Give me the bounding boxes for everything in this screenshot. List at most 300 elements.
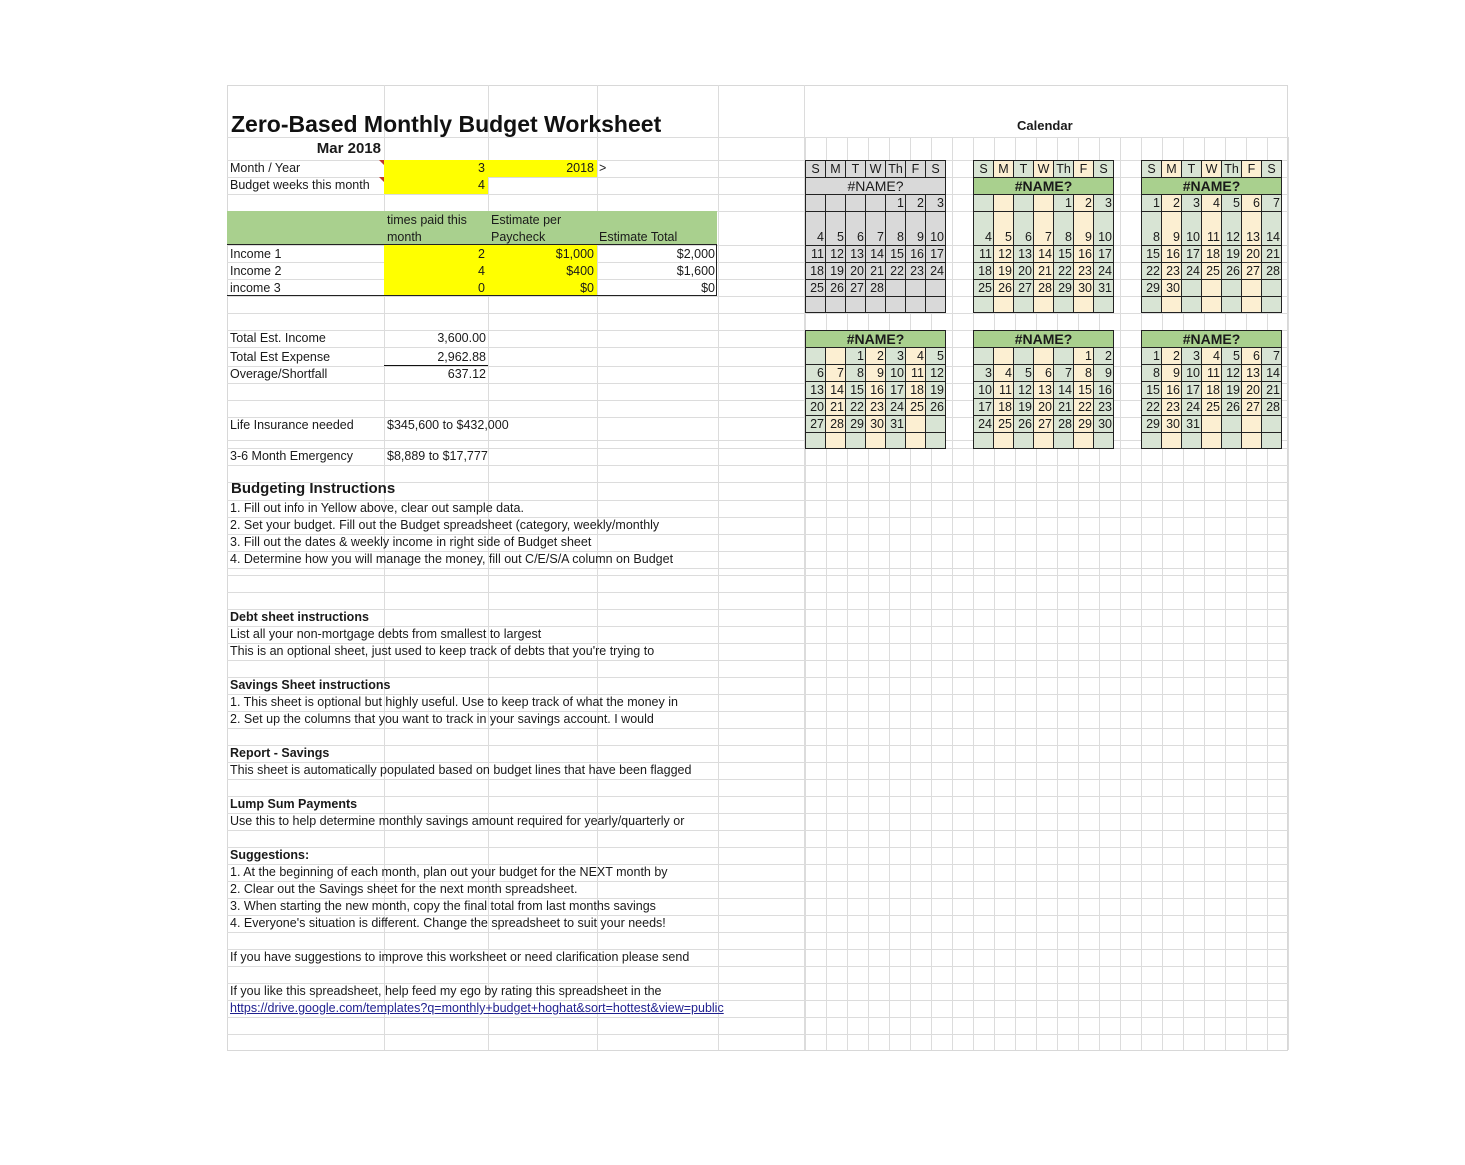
calendar-day[interactable]: [1222, 297, 1242, 313]
instruction-item: 2. Set up the columns that you want to track in your savings account. I would: [230, 712, 654, 726]
calendar-day[interactable]: 23: [906, 263, 926, 280]
templates-link[interactable]: https://drive.google.com/templates?q=monthly+budget+hoghat&sort=hottest&view=public: [230, 1001, 724, 1015]
calendar-day[interactable]: 26: [826, 280, 846, 297]
calendar-day[interactable]: 26: [994, 280, 1014, 297]
calendar-day[interactable]: 10: [974, 382, 994, 399]
calendar-day[interactable]: [1054, 433, 1074, 449]
income-row-label: Income 1: [230, 247, 282, 261]
calendar-day[interactable]: 9: [1162, 365, 1182, 382]
calendar-day[interactable]: 4: [806, 212, 826, 246]
calendar-day[interactable]: [1262, 416, 1282, 433]
calendar-day[interactable]: 23: [866, 399, 886, 416]
calendar-day[interactable]: [886, 433, 906, 449]
calendar-day[interactable]: [1054, 297, 1074, 313]
calendar-day[interactable]: 22: [846, 399, 866, 416]
calendar-day[interactable]: 12: [826, 246, 846, 263]
budget-weeks-label: Budget weeks this month: [230, 178, 370, 192]
calendar-day[interactable]: [1202, 280, 1222, 297]
calendar-day[interactable]: 25: [974, 280, 994, 297]
calendar-day[interactable]: [994, 195, 1014, 212]
suggestion-item: 3. When starting the new month, copy the final total from last months savings: [230, 899, 656, 913]
calendar-day[interactable]: [846, 297, 866, 313]
calendar-day[interactable]: [1014, 433, 1034, 449]
calendar-day[interactable]: [866, 195, 886, 212]
calendar-day[interactable]: 21: [1054, 399, 1074, 416]
calendar-day[interactable]: [906, 416, 926, 433]
calendar-day[interactable]: 29: [1142, 416, 1162, 433]
calendar-day[interactable]: 24: [926, 263, 946, 280]
calendar-day[interactable]: 5: [926, 348, 946, 365]
month-name-error[interactable]: #NAME?: [1142, 331, 1282, 348]
calendar-day[interactable]: [866, 433, 886, 449]
calendar-day[interactable]: 27: [1242, 399, 1262, 416]
calendar-day[interactable]: [906, 297, 926, 313]
calendar-day[interactable]: [1142, 433, 1162, 449]
calendar-day[interactable]: 18: [806, 263, 826, 280]
calendar-day[interactable]: [906, 280, 926, 297]
calendar-day[interactable]: 27: [1014, 280, 1034, 297]
calendar-day[interactable]: 16: [906, 246, 926, 263]
calendar-day[interactable]: 13: [1242, 212, 1262, 246]
calendar-day[interactable]: 20: [1034, 399, 1054, 416]
calendar-day[interactable]: 4: [1202, 348, 1222, 365]
calendar-day[interactable]: 22: [1074, 399, 1094, 416]
calendar-day[interactable]: 19: [926, 382, 946, 399]
calendar-day[interactable]: 28: [866, 280, 886, 297]
calendar-day[interactable]: [866, 297, 886, 313]
col-header-total: Estimate Total: [599, 230, 678, 244]
calendar-day[interactable]: 3: [1094, 195, 1114, 212]
calendar-day[interactable]: [806, 348, 826, 365]
calendar-day[interactable]: 9: [1162, 212, 1182, 246]
calendar-day[interactable]: 6: [846, 212, 866, 246]
calendar-day[interactable]: [994, 297, 1014, 313]
calendar-day[interactable]: 18: [974, 263, 994, 280]
calendar-day[interactable]: [1222, 416, 1242, 433]
calendar-day[interactable]: 7: [866, 212, 886, 246]
calendar-day[interactable]: 22: [1054, 263, 1074, 280]
calendar-day[interactable]: 20: [1242, 246, 1262, 263]
calendar-day[interactable]: 4: [1202, 195, 1222, 212]
calendar-day[interactable]: [806, 433, 826, 449]
calendar-day[interactable]: 4: [906, 348, 926, 365]
calendar-day[interactable]: 24: [1182, 263, 1202, 280]
budget-weeks-input[interactable]: 4: [478, 178, 485, 192]
calendar-day[interactable]: 31: [1182, 416, 1202, 433]
calendar-day[interactable]: 15: [1054, 246, 1074, 263]
calendar-day[interactable]: 14: [1034, 246, 1054, 263]
calendar-day[interactable]: 9: [906, 212, 926, 246]
calendar-day[interactable]: 27: [846, 280, 866, 297]
calendar-day[interactable]: 18: [906, 382, 926, 399]
calendar-day[interactable]: 2: [1162, 348, 1182, 365]
calendar-day[interactable]: 31: [886, 416, 906, 433]
calendar-day[interactable]: 29: [846, 416, 866, 433]
calendar-day[interactable]: 26: [1222, 399, 1242, 416]
calendar-day[interactable]: [826, 348, 846, 365]
calendar-day[interactable]: [806, 297, 826, 313]
calendar-day[interactable]: 23: [1162, 263, 1182, 280]
calendar-day[interactable]: 21: [1262, 382, 1282, 399]
instruction-item: 4. Determine how you will manage the money, fill out C/E/S/A column on Budget: [230, 552, 674, 566]
times-paid-input[interactable]: 2: [478, 247, 485, 261]
calendar-day[interactable]: 26: [1014, 416, 1034, 433]
per-paycheck-input[interactable]: $1,000: [555, 247, 594, 261]
calendar-day[interactable]: [1242, 433, 1262, 449]
month-calendar: [973, 160, 1114, 313]
calendar-day[interactable]: 25: [906, 399, 926, 416]
calendar-day[interactable]: 30: [1162, 280, 1182, 297]
calendar-day[interactable]: 31: [1094, 280, 1114, 297]
calendar-day[interactable]: 25: [1202, 399, 1222, 416]
calendar-day[interactable]: 24: [1094, 263, 1114, 280]
calendar-day[interactable]: 17: [1182, 382, 1202, 399]
calendar-day[interactable]: 1: [846, 348, 866, 365]
calendar-day[interactable]: 3: [1182, 348, 1202, 365]
calendar-day[interactable]: [826, 297, 846, 313]
month-name-error[interactable]: #NAME?: [1142, 178, 1282, 195]
next-arrow[interactable]: >: [599, 161, 607, 175]
calendar-day[interactable]: [1162, 433, 1182, 449]
calendar-day[interactable]: 12: [1222, 365, 1242, 382]
calendar-day[interactable]: 11: [974, 246, 994, 263]
calendar-day[interactable]: 11: [806, 246, 826, 263]
calendar-day[interactable]: [1162, 297, 1182, 313]
calendar-day[interactable]: 8: [1054, 212, 1074, 246]
month-name-error[interactable]: #NAME?: [974, 331, 1114, 348]
calendar-day[interactable]: 14: [866, 246, 886, 263]
calendar-day[interactable]: 28: [1054, 416, 1074, 433]
calendar-day[interactable]: 27: [1242, 263, 1262, 280]
life-insurance-value: $345,600 to $432,000: [387, 418, 509, 432]
calendar-day[interactable]: 25: [806, 280, 826, 297]
calendar-day[interactable]: [974, 348, 994, 365]
calendar-day[interactable]: [1034, 195, 1054, 212]
calendar-day[interactable]: [1034, 348, 1054, 365]
calendar-day[interactable]: 25: [994, 416, 1014, 433]
calendar-day[interactable]: 23: [1074, 263, 1094, 280]
calendar-day[interactable]: 16: [1162, 382, 1182, 399]
calendar-day[interactable]: 6: [1014, 212, 1034, 246]
month-name-error[interactable]: #NAME?: [806, 331, 946, 348]
calendar-day[interactable]: 13: [806, 382, 826, 399]
calendar-day[interactable]: [1182, 297, 1202, 313]
emergency-value: $8,889 to $17,777: [387, 449, 488, 463]
calendar-day[interactable]: 5: [1222, 195, 1242, 212]
calendar-day[interactable]: 10: [1182, 212, 1202, 246]
calendar-day[interactable]: 27: [806, 416, 826, 433]
calendar-day[interactable]: 16: [1162, 246, 1182, 263]
calendar-day[interactable]: [1242, 297, 1262, 313]
calendar-day[interactable]: 20: [846, 263, 866, 280]
weekday-header: S: [926, 161, 946, 178]
calendar-day[interactable]: [1262, 297, 1282, 313]
calendar-day[interactable]: 17: [974, 399, 994, 416]
calendar-day[interactable]: 18: [994, 399, 1014, 416]
calendar-day[interactable]: 3: [926, 195, 946, 212]
calendar-day[interactable]: [1222, 280, 1242, 297]
calendar-day[interactable]: 21: [866, 263, 886, 280]
calendar-day[interactable]: 19: [1014, 399, 1034, 416]
calendar-day[interactable]: [1202, 297, 1222, 313]
month-input[interactable]: 3: [478, 161, 485, 175]
calendar-day[interactable]: 20: [1014, 263, 1034, 280]
calendar-day[interactable]: 19: [1222, 246, 1242, 263]
calendar-day[interactable]: 14: [826, 382, 846, 399]
calendar-day[interactable]: 22: [886, 263, 906, 280]
calendar-day[interactable]: 7: [826, 365, 846, 382]
calendar-day[interactable]: 2: [1162, 195, 1182, 212]
calendar-day[interactable]: [1202, 416, 1222, 433]
calendar-day[interactable]: 5: [826, 212, 846, 246]
calendar-day[interactable]: [1222, 433, 1242, 449]
calendar-day[interactable]: 1: [1142, 348, 1162, 365]
times-paid-input[interactable]: 4: [478, 264, 485, 278]
calendar-day[interactable]: 30: [1094, 416, 1114, 433]
calendar-day[interactable]: 24: [1182, 399, 1202, 416]
calendar-day[interactable]: 13: [1242, 365, 1262, 382]
calendar-day[interactable]: 3: [1182, 195, 1202, 212]
per-paycheck-input[interactable]: $400: [566, 264, 594, 278]
calendar-day[interactable]: 1: [1054, 195, 1074, 212]
instruction-item: 1. This sheet is optional but highly useful. Use to keep track of what the money in: [230, 695, 678, 709]
calendar-day[interactable]: 3: [886, 348, 906, 365]
times-paid-input[interactable]: 0: [478, 281, 485, 295]
month-calendar: [805, 330, 946, 449]
weekday-header: S: [1262, 161, 1282, 178]
calendar-day[interactable]: 7: [1034, 212, 1054, 246]
calendar-day[interactable]: 8: [1142, 365, 1162, 382]
calendar-day[interactable]: 30: [866, 416, 886, 433]
calendar-day[interactable]: 28: [1262, 399, 1282, 416]
calendar-day[interactable]: [994, 348, 1014, 365]
calendar-day[interactable]: 28: [1034, 280, 1054, 297]
calendar-day[interactable]: [1034, 433, 1054, 449]
calendar-day[interactable]: [1262, 280, 1282, 297]
income-row-label: income 3: [230, 281, 281, 295]
total-expense-value: 2,962.88: [437, 350, 486, 364]
calendar-day[interactable]: 9: [1074, 212, 1094, 246]
calendar-day[interactable]: 18: [1202, 246, 1222, 263]
calendar-day[interactable]: 6: [806, 365, 826, 382]
calendar-day[interactable]: [1074, 297, 1094, 313]
calendar-day[interactable]: 8: [886, 212, 906, 246]
calendar-day[interactable]: 24: [886, 399, 906, 416]
calendar-day[interactable]: 28: [1262, 263, 1282, 280]
calendar-day[interactable]: 30: [1162, 416, 1182, 433]
calendar-day[interactable]: [1054, 348, 1074, 365]
calendar-day[interactable]: 24: [974, 416, 994, 433]
weekday-header: M: [826, 161, 846, 178]
calendar-day[interactable]: 30: [1074, 280, 1094, 297]
calendar-day[interactable]: 6: [1242, 195, 1262, 212]
calendar-day[interactable]: 17: [886, 382, 906, 399]
calendar-day[interactable]: 6: [1034, 365, 1054, 382]
calendar-day[interactable]: 12: [1222, 212, 1242, 246]
instruction-item: This sheet is automatically populated based on budget lines that have been flagged: [230, 763, 692, 777]
calendar-day[interactable]: 14: [1262, 365, 1282, 382]
calendar-day[interactable]: 7: [1262, 195, 1282, 212]
calendar-day[interactable]: 22: [1142, 399, 1162, 416]
calendar-day[interactable]: 9: [1094, 365, 1114, 382]
month-calendar: [1141, 160, 1282, 313]
calendar-day[interactable]: 7: [1262, 348, 1282, 365]
calendar-day[interactable]: 14: [1054, 382, 1074, 399]
calendar-day[interactable]: 8: [1074, 365, 1094, 382]
calendar-day[interactable]: 21: [826, 399, 846, 416]
calendar-day[interactable]: 29: [1054, 280, 1074, 297]
calendar-day[interactable]: 23: [1094, 399, 1114, 416]
instruction-item: This is an optional sheet, just used to keep track of debts that you're trying to: [230, 644, 655, 658]
calendar-day[interactable]: [1094, 297, 1114, 313]
page-title: Zero-Based Monthly Budget Worksheet: [231, 111, 662, 137]
overage-value: 637.12: [447, 367, 486, 381]
calendar-day[interactable]: 11: [994, 382, 1014, 399]
calendar-day[interactable]: 1: [1142, 195, 1162, 212]
calendar-day[interactable]: 15: [846, 382, 866, 399]
calendar-day[interactable]: 15: [886, 246, 906, 263]
calendar-day[interactable]: 1: [886, 195, 906, 212]
calendar-day[interactable]: 16: [866, 382, 886, 399]
calendar-day[interactable]: 1: [1074, 348, 1094, 365]
calendar-day[interactable]: 3: [974, 365, 994, 382]
calendar-day[interactable]: 10: [1094, 212, 1114, 246]
calendar-day[interactable]: 15: [1074, 382, 1094, 399]
calendar-day[interactable]: 18: [1202, 382, 1222, 399]
calendar-day[interactable]: 10: [926, 212, 946, 246]
calendar-day[interactable]: 5: [1222, 348, 1242, 365]
calendar-day[interactable]: [846, 195, 866, 212]
calendar-day[interactable]: [1182, 433, 1202, 449]
calendar-day[interactable]: 10: [1182, 365, 1202, 382]
calendar-day[interactable]: [926, 433, 946, 449]
calendar-day[interactable]: 19: [1222, 382, 1242, 399]
calendar-day[interactable]: 26: [1222, 263, 1242, 280]
calendar-day[interactable]: 28: [826, 416, 846, 433]
calendar-day[interactable]: 17: [1094, 246, 1114, 263]
calendar-day[interactable]: 4: [974, 212, 994, 246]
calendar-day[interactable]: 25: [1202, 263, 1222, 280]
calendar-day[interactable]: [806, 195, 826, 212]
calendar-day[interactable]: 20: [806, 399, 826, 416]
calendar-day[interactable]: 7: [1054, 365, 1074, 382]
calendar-day[interactable]: 2: [866, 348, 886, 365]
calendar-day[interactable]: 4: [994, 365, 1014, 382]
calendar-day[interactable]: 9: [866, 365, 886, 382]
calendar-day[interactable]: [926, 280, 946, 297]
calendar-day[interactable]: 8: [846, 365, 866, 382]
calendar-day[interactable]: 19: [994, 263, 1014, 280]
calendar-day[interactable]: 22: [1142, 263, 1162, 280]
calendar-day[interactable]: 12: [1014, 382, 1034, 399]
calendar-day[interactable]: [1242, 416, 1262, 433]
calendar-day[interactable]: 11: [1202, 365, 1222, 382]
calendar-day[interactable]: [1014, 348, 1034, 365]
calendar-day[interactable]: 11: [906, 365, 926, 382]
calendar-day[interactable]: 2: [906, 195, 926, 212]
calendar-day[interactable]: [974, 195, 994, 212]
per-paycheck-input[interactable]: $0: [580, 281, 594, 295]
calendar-day[interactable]: [826, 195, 846, 212]
calendar-day[interactable]: 13: [1034, 382, 1054, 399]
calendar-day[interactable]: 2: [1094, 348, 1114, 365]
calendar-day[interactable]: 8: [1142, 212, 1162, 246]
weekday-header: T: [1014, 161, 1034, 178]
life-insurance-label: Life Insurance needed: [230, 418, 354, 432]
calendar-day[interactable]: [1094, 433, 1114, 449]
calendar-day[interactable]: [906, 433, 926, 449]
calendar-day[interactable]: 19: [826, 263, 846, 280]
debt-instructions-title: Debt sheet instructions: [230, 610, 369, 624]
month-name-error[interactable]: #NAME?: [806, 178, 946, 195]
calendar-day[interactable]: 12: [994, 246, 1014, 263]
calendar-day[interactable]: 17: [926, 246, 946, 263]
budgeting-instructions-title: Budgeting Instructions: [231, 480, 396, 497]
overage-label: Overage/Shortfall: [230, 367, 328, 381]
calendar-day[interactable]: 23: [1162, 399, 1182, 416]
calendar-day[interactable]: 12: [926, 365, 946, 382]
calendar-day[interactable]: 26: [926, 399, 946, 416]
calendar-day[interactable]: 17: [1182, 246, 1202, 263]
calendar-day[interactable]: 27: [1034, 416, 1054, 433]
calendar-day[interactable]: [1074, 433, 1094, 449]
calendar-day[interactable]: [886, 280, 906, 297]
calendar-day[interactable]: 15: [1142, 382, 1162, 399]
calendar-day[interactable]: [1014, 195, 1034, 212]
estimate-total: $0: [701, 281, 715, 295]
calendar-day[interactable]: 5: [994, 212, 1014, 246]
calendar-day[interactable]: [974, 433, 994, 449]
month-name-error[interactable]: #NAME?: [974, 178, 1114, 195]
calendar-day[interactable]: 2: [1074, 195, 1094, 212]
year-input[interactable]: 2018: [566, 161, 594, 175]
calendar-day[interactable]: [886, 297, 906, 313]
calendar-day[interactable]: [1182, 280, 1202, 297]
calendar-day[interactable]: 21: [1034, 263, 1054, 280]
report-savings-title: Report - Savings: [230, 746, 330, 760]
weekday-header: Th: [886, 161, 906, 178]
calendar-day[interactable]: [926, 416, 946, 433]
calendar-day[interactable]: [1142, 297, 1162, 313]
calendar-day[interactable]: 14: [1262, 212, 1282, 246]
calendar-day[interactable]: 16: [1094, 382, 1114, 399]
calendar-day[interactable]: 6: [1242, 348, 1262, 365]
calendar-day[interactable]: 16: [1074, 246, 1094, 263]
calendar-day[interactable]: 20: [1242, 382, 1262, 399]
calendar-day[interactable]: [1034, 297, 1054, 313]
calendar-day[interactable]: [826, 433, 846, 449]
calendar-day[interactable]: 13: [846, 246, 866, 263]
calendar-day[interactable]: [926, 297, 946, 313]
calendar-day[interactable]: [1202, 433, 1222, 449]
calendar-day[interactable]: 5: [1014, 365, 1034, 382]
calendar-day[interactable]: [1262, 433, 1282, 449]
calendar-day[interactable]: 10: [886, 365, 906, 382]
calendar-day[interactable]: 29: [1142, 280, 1162, 297]
calendar-day[interactable]: [1242, 280, 1262, 297]
calendar-day[interactable]: 15: [1142, 246, 1162, 263]
feedback-text: If you have suggestions to improve this worksheet or need clarification please send: [230, 950, 690, 964]
calendar-day[interactable]: [974, 297, 994, 313]
calendar-day[interactable]: [994, 433, 1014, 449]
calendar-day[interactable]: 29: [1074, 416, 1094, 433]
calendar-day[interactable]: [1014, 297, 1034, 313]
calendar-day[interactable]: 21: [1262, 246, 1282, 263]
calendar-day[interactable]: 11: [1202, 212, 1222, 246]
calendar-day[interactable]: [846, 433, 866, 449]
suggestion-item: 1. At the beginning of each month, plan out your budget for the NEXT month by: [230, 865, 668, 879]
calendar-day[interactable]: 13: [1014, 246, 1034, 263]
